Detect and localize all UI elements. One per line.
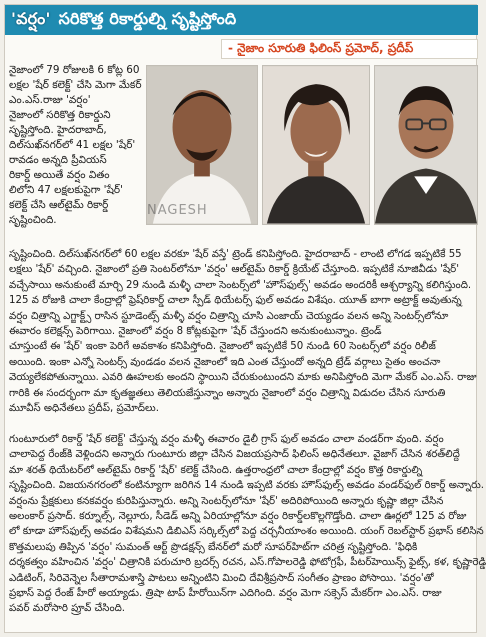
- portrait-1-image: [147, 66, 257, 224]
- headline-text: సరికొత్త రికార్డుల్ని సృష్టిస్తోంది: [58, 8, 237, 28]
- body-line: సృష్టించింది. విజయనగరంలో కంటిన్యూగా జరిగిన 14 నుండి ఇప్పటి వరకు హౌస్‌ఫుల్స్ అవడం వండర్‌ఫుల్ రికార్డ్ అన్నారు.: [9, 480, 484, 492]
- lead-line: నైజాంలో సరికొత్త రికార్డుని: [9, 109, 111, 121]
- subheadline: - నైజాం సూరుతి ఫిలింస్ ప్రమోద్, ప్రదీప్: [221, 39, 478, 59]
- lead-line: సృష్టించింది.: [9, 214, 57, 226]
- lead-line: రికార్డ్ అయితే వర్షం వితం: [9, 169, 110, 181]
- headline-movie-title: 'వర్షం': [11, 8, 51, 28]
- lead-line: లిలోని 47 లక్షలకుపైగా 'షేర్': [9, 184, 123, 196]
- lead-line: లక్షల 'షేర్ కలెక్ట్' చేసి మెగా మేకర్: [9, 79, 142, 91]
- lead-line: నైజాంలో 79 రోజులకి 6 కోట్ల 60: [9, 64, 140, 76]
- portrait-3-image: [375, 66, 477, 224]
- body-line: సృష్టించింది. దిల్‌సుఖ్‌నగర్‌లో 60 లక్షల వరకూ 'షేర్ వస్తే' ట్రెండ్ కనిపిస్తోంది. హైదరాబాద్ - లాంటి లోగడ ఇప్పటికే 55: [9, 249, 462, 260]
- lead-line: సృష్టిస్తోంది. హైదరాబాద్,: [9, 124, 107, 136]
- article-body: [9, 247, 486, 615]
- body-line: ఎడిటింగ్, సిరివెన్నెల సీతారామశాస్త్రి పాటలు అన్నింటిని మించి దేవిశ్రీప్రసాద్ సంగీతం ప్రాణం పోసాయి. 'వర్షం'తో: [9, 572, 434, 584]
- body-line: మా శరత్ థియేటర్‌లో ఆల్‌టైమ్ రికార్డ్ 'షేర్' కలెక్ట్ చేసింది. ఉత్తరాంధ్రలో చాలా కేంద్రాల్లో వర్షం కొత్త రికార్డుల్ని: [9, 464, 423, 476]
- body-line: వర్షం చిత్రాన్ని ఎగ్జాక్ట్స్ రాసిన స్టూడెంట్స్ మళ్ళీ వర్షం చిత్రాన్ని చూసి ఎంజాయ్ చెయ్యడం వలన అన్ని సెంటర్స్‌లోనూ: [9, 310, 449, 322]
- body-line: లక్షలు 'షేర్' వచ్చింది. నైజాంలో ప్రతి సెంటర్‌లోనూ 'వర్షం' ఆల్‌టైమ్ రికార్డ్ క్రియేట్ చేస్తూంది. ఇప్పటికే నూజివీడు 'షేర్': [9, 264, 459, 276]
- portrait-2-image: [263, 66, 369, 224]
- body-line: 125 వ రోజుకి చాలా కేంద్రాల్లో ఫ్రెష్‌రికార్డ్ చాలా స్పీడ్ థియేటర్స్ ఫుల్ అవడం విశేషం. యూత్ బాగా అట్రాక్ట్ అవుతున్న: [9, 295, 462, 307]
- body-line: చూస్తుంటే ఈ 'షేర్' ఇంకా పెరిగే అవకాశం కనిపిస్తోంది. నైజాంలో ఇప్పటికే 50 నుండి 60 సెంటర్స్‌లో వర్షం రిలీజ్: [9, 341, 436, 353]
- body-line: గారికి ఈ సందర్భంగా మా కృతజ్ఞతలు తెలియజేస్తున్నాం అన్నారు నైజాంలో వర్షం చిత్రాన్ని విడుదల చేసిన సూరుతి: [9, 387, 446, 399]
- lead-paragraph: [9, 63, 142, 245]
- lead-line: దిల్‌సుఖ్‌నగర్‌లో 41 లక్షల 'షేర్': [9, 139, 136, 151]
- body-line: పవర్ మరోసారి ప్రూవ్ చేసింది.: [9, 603, 126, 615]
- body-line: చాలాపెద్ద రేంజ్‌కి వెళ్లిందని అన్నారు గుంటూరు జిల్లా చేసిన విజయప్రసాద్ ఫిలింస్ అధినేతలూ. వైజాగ్ చేసిన శరత్‌లిద్దే: [9, 449, 460, 461]
- paragraph-gap: [9, 416, 474, 431]
- body-line: గుంటూరులో రికార్డ్ 'షేర్ కలెక్ట్' చేస్తున్న వర్షం మళ్ళీ ఈవారం డైలీ గ్రాస్ ఫుల్ అవడం చాలా వండర్‌గా వుంది. వర్షం: [9, 433, 444, 445]
- body-line: దర్శకత్వం వహించిన 'వర్షం' చిత్రానికి పరుచూరి బ్రదర్స్ రచన, ఎస్.గోపాలరెడ్డి ఫోటోగ్రఫీ, పీటర్‌హెయిన్స్ ఫైట్స్, కళ, కృష్ణారెడ్డి: [9, 557, 486, 569]
- body-line: అయింది. ఇంకా ఎన్నో సెంటర్స్ వుండడం వలన నైజాంలో ఇది ఎంత చేస్తుందో అన్నది ట్రేడ్ వర్గాలు సైతం అంచనా: [9, 356, 441, 368]
- body-line: ఈవారం కలెక్షన్స్ పెరిగాయి. నైజాంలో వర్షం 8 కోట్లకుపైగా 'షేర్ చేస్తుందని అనుకుంటున్నాం. ట్రెండ్: [9, 326, 382, 338]
- body-line: కొత్తమలుపు తిప్పిన 'వర్షం' సుమంత్ ఆర్ట్ ప్రొడక్షన్స్ బేనర్‌లో మరో సూపర్‌హిట్‌గా చరిత్ర సృష్టిస్తోంది. 'ఫిధికి: [9, 541, 418, 553]
- lead-line: రావడం అన్నది ప్రీవియస్: [9, 154, 107, 166]
- body-line: ప్రభాస్ పెద్ద రేంజ్ హీరో అయ్యాడు. త్రిషా టాప్ హీరోయిన్‌గా ఎదిగింది. వర్షం మెగా సక్సెస్ మేకర్‌గా ఎం.ఎస్. రాజు: [9, 587, 442, 599]
- body-line: అలంకార్ ప్రసాద్. కర్నూల్స్, నెల్లూరు, సీడెడ్ అన్ని ఏరియాల్లోనూ వర్షం రికార్డ్‌లకొల్లగొడ్తోంది. చాలా ఊర్లలో 125 వ రోజు: [9, 510, 467, 522]
- portrait-photo-2: [262, 65, 370, 225]
- portrait-photo-1: [146, 65, 258, 225]
- portrait-photo-3: [374, 65, 478, 225]
- lead-line: కలెక్ట్ చేసి ఆల్‌టైమ్ రికార్డ్: [9, 199, 109, 211]
- body-line: మూవీస్ అధినేతలు ప్రదీప్, ప్రమోద్‌లు.: [9, 403, 159, 415]
- body-line: లో కూడా హౌస్‌ఫుల్స్ అవడం విశేషమని డిబిఎస్ సర్కిల్స్‌లో పెద్ద చర్చనీయాంశం అయింది. యంగ్ రెబల్‌స్టార్ ప్రభాస్ కలిసిన: [9, 526, 484, 538]
- body-line: వెయ్యలేకపోతున్నాయి. ఎవరి ఊహలకు అందని స్థాయిని చేరుకుంటుందని మాకు అనిపిస్తోంది మెగా మేకర్ ఎం.ఎస్. రాజు: [9, 372, 477, 384]
- watermark-text: NAGESH: [147, 203, 208, 218]
- lead-line: ఎం.ఎస్.రాజు 'వర్షం': [9, 94, 91, 106]
- body-line: వర్షంను ప్రేక్షకులు కనకవర్షం కురిపిస్తున్నారు. అన్ని సెంటర్స్‌లోనూ 'షేర్' అదిరిపోయింది అన్నారు కృష్ణా జిల్లా చేసిన: [9, 495, 444, 507]
- newspaper-clipping: [4, 4, 486, 633]
- headline-banner: [5, 5, 478, 35]
- body-line: వచ్చేసాయి అనుకుంటే మార్చి 29 నుండి మళ్ళీ చాలా సెంటర్స్‌లో 'హౌస్‌ఫుల్స్' అవడం అందరికీ ఆశ్చర్యాన్ని కలిగిస్తుంది.: [9, 279, 472, 291]
- photo-strip: [146, 65, 478, 225]
